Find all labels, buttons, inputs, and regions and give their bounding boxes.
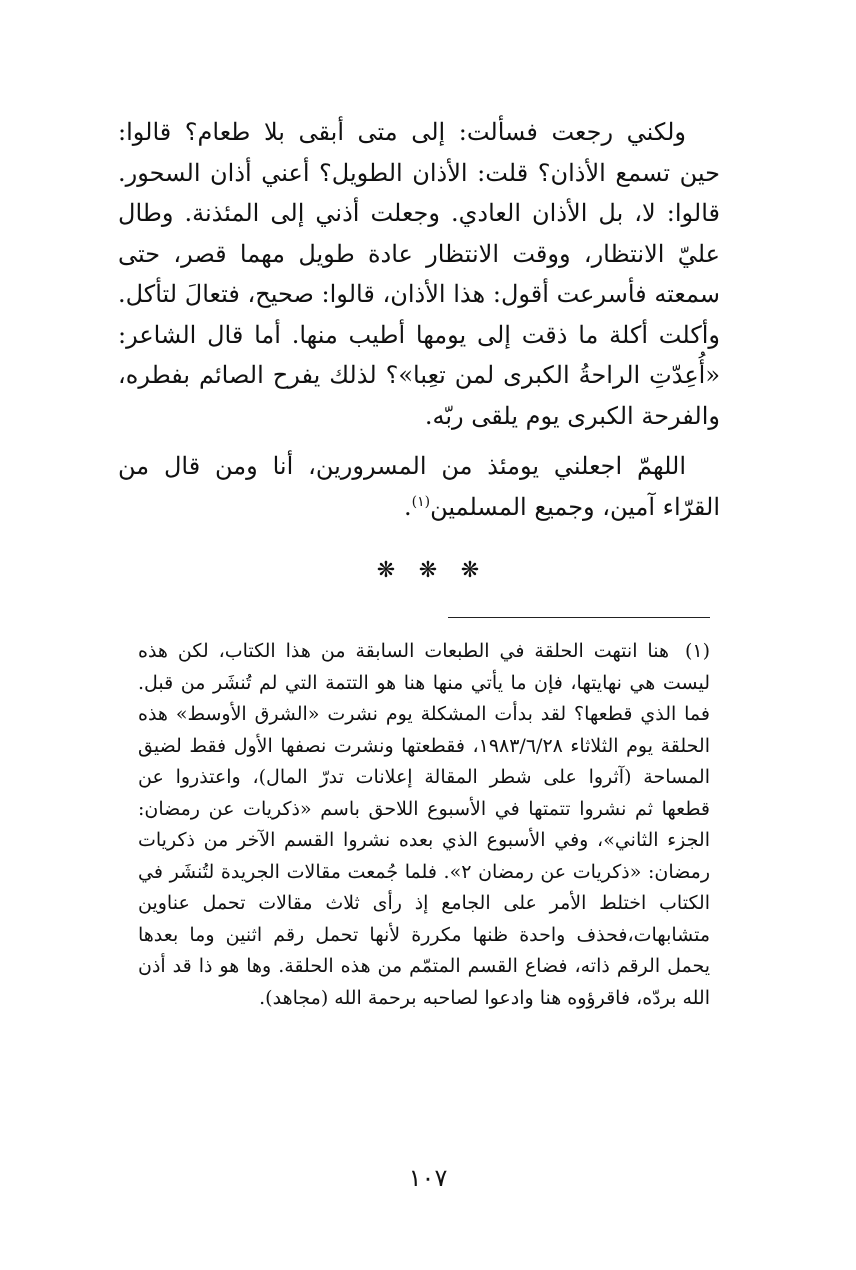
body-paragraph-2-text: اللهمّ اجعلني يومئذ من المسرورين، أنا ومن قال من القرّاء آمين، وجميع المسلمين [118,452,720,521]
separator-star-icon: ❋ [376,558,396,583]
footnote-text: هنا انتهت الحلقة في الطبعات السابقة من هذا الكتاب، لكن هذه ليست هي نهايتها، فإن ما يأتي منها هنا هو التتمة التي لم تُنشَر من قبل. فما الذي قطعها؟ لقد بدأت المشكلة يوم نشرت «الشرق الأوسط» هذه الحلقة يوم الثلاثاء ١٩٨٣/٦/٢٨، فقطعتها ونشرت نصفها الأول فقط لضيق المساحة (آثروا على شطر المقالة إعلانات تدرّ المال)، واعتذروا عن قطعها ثم نشروا تتمتها في الأسبوع اللاحق باسم «ذكريات عن رمضان: الجزء الثاني»، وفي الأسبوع الذي بعده نشروا القسم الآخر من ذكريات رمضان: «ذكريات عن رمضان ٢». فلما جُمعت مقالات الجريدة لتُنشَر في الكتاب اختلط الأمر على الجامع إذ رأى ثلاث مقالات تحمل عناوين متشابهات،فحذف واحدة ظنها مكررة لأنها تحمل رقم اثنين وما بعدها يحمل الرقم ذاته، فضاع القسم المتمّم من هذه الحلقة. وها هو ذا قد أذن الله بردّه، فاقرؤوه هنا وادعوا لصاحبه برحمة الله (مجاهد). [138,640,711,1009]
body-paragraph-1: ولكني رجعت فسألت: إلى متى أبقى بلا طعام؟ قالوا: حين تسمع الأذان؟ قلت: الأذان الطويل؟ أعني أذان السحور. قالوا: لا، بل الأذان العادي. وجعلت أذني إلى المئذنة. وطال عليّ الانتظار، ووقت الانتظار عادة طويل مهما قصر، حتى سمعته فأسرعت أقول: هذا الأذان، قالوا: صحيح، فتعالَ لتأكل. وأكلت أكلة ما ذقت إلى يومها أطيب منها. أما قال الشاعر: «أُعِدّتِ الراحةُ الكبرى لمن تعِبا»؟ لذلك يفرح الصائم بفطره، والفرحة الكبرى يوم يلقى ربّه. [118,118,720,430]
footnote [138,636,710,1014]
footnote-divider [448,617,710,618]
footnote-reference[interactable]: (١) [411,493,431,510]
footnote-marker: (١) [684,640,710,662]
page-number: ١٠٧ [408,1164,448,1192]
main-text [118,112,720,527]
body-paragraph-2-end: . [403,492,412,521]
separator-star-icon: ❋ [460,558,480,583]
footnote-paragraph [138,636,710,1014]
separator-star-icon: ❋ [418,558,438,583]
section-separator [0,558,856,583]
body-paragraph-2 [118,446,720,527]
